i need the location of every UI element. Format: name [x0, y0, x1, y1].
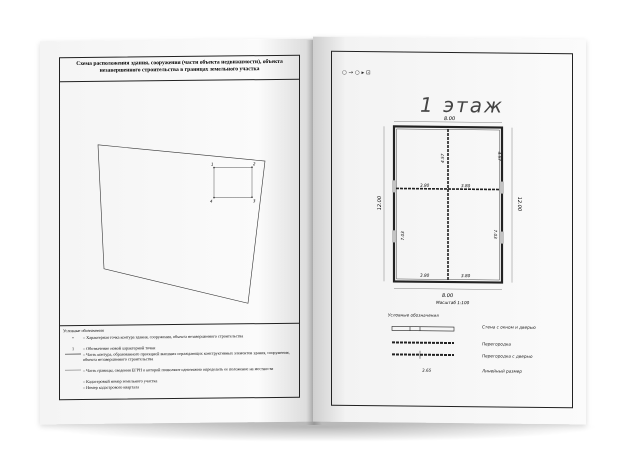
legend-item [63, 383, 295, 390]
scale-label: Масштаб 1:100 [436, 299, 470, 306]
dim-bottom-left-inner: 7.03 [400, 231, 405, 241]
legend-line-symbol [63, 352, 83, 362]
legend-symbol: • [72, 335, 74, 341]
legend-symbol: 1 [71, 346, 75, 352]
dim-mid-right: 3.80 [461, 183, 471, 189]
legend-text: – Обозначение новой характерной точки [83, 345, 156, 351]
dim-bottom-right-inner: 7.03 [493, 229, 498, 239]
svg-text:2: 2 [253, 161, 256, 167]
point-label-2 [251, 161, 256, 168]
legend-text: – Номер кадастрового квартала [83, 384, 139, 390]
legend-symbol [63, 379, 83, 384]
legend-item [63, 333, 295, 340]
dim-bot-left: 3.80 [420, 272, 430, 278]
point-label-1 [211, 162, 215, 169]
dim-top-left-inner: 4.57 [440, 153, 445, 163]
legend-dimension-sample: 3.65 [422, 367, 432, 373]
left-page-frame [59, 55, 300, 401]
svg-text:4: 4 [210, 198, 213, 204]
dim-right: 12.00 [516, 196, 522, 212]
legend-item [63, 350, 295, 362]
left-page [40, 39, 313, 425]
floor-title: 1 этаж [420, 92, 504, 118]
svg-text:1: 1 [211, 161, 214, 167]
left-legend [60, 323, 299, 400]
legend-partition: Перегородка [482, 341, 511, 347]
scheme-title: Схема расположения здания, сооружения (части объекта недвижимости), объекта незавершенного строительства в границах земельного участка [60, 56, 299, 83]
legend-symbol [63, 385, 83, 390]
dim-left: 12.00 [377, 195, 383, 211]
floor-plan [332, 115, 572, 323]
legend-text: – Кадастровый номер земельного участка [83, 378, 158, 384]
point-label-3 [251, 196, 256, 203]
right-legend-title: Условные обозначения [388, 312, 439, 318]
plot-drawing [60, 81, 299, 326]
right-legend-symbols [390, 322, 470, 373]
legend-partition-door: Перегородка с дверью [482, 353, 533, 359]
dim-mid-left: 3.80 [420, 182, 430, 188]
partition-symbol [392, 342, 454, 343]
legend-text: – Часть контура, образованного проекцией внешних ограждающих конструктивных элементов здания, сооружения, объекта незавершенного строительства [83, 349, 290, 362]
legend-linear-dimension: Линейный размер [482, 368, 522, 374]
partition-horizontal [396, 188, 500, 189]
partition-door-symbol [392, 354, 454, 355]
left-legend-title: Условные обозначения [63, 327, 104, 334]
wall-window-door-symbol [392, 326, 454, 331]
point-label-4 [210, 197, 215, 204]
right-page [313, 37, 586, 425]
top-mark: ○ → ○ ▸ ⊡ [342, 69, 371, 77]
legend-text: – Часть границы, сведения ЕГРН о которой позволяют однозначно определить ее положение на местности [83, 365, 274, 373]
right-page-frame [331, 51, 573, 409]
dim-top-right-inner: 4.57 [497, 151, 502, 161]
svg-text:3: 3 [253, 198, 256, 204]
legend-item [63, 366, 295, 373]
dim-top: 8.00 [444, 115, 456, 123]
building-contour [214, 167, 252, 197]
dim-bot-right: 3.80 [461, 273, 471, 279]
legend-wall-window-door: Стена с окном и дверью [482, 324, 536, 330]
legend-text: – Характерная точка контура здания, сооружения, объекта незавершенного строительства [83, 333, 244, 340]
dim-bottom: 8.00 [442, 292, 454, 300]
legend-line-symbol [63, 368, 83, 373]
